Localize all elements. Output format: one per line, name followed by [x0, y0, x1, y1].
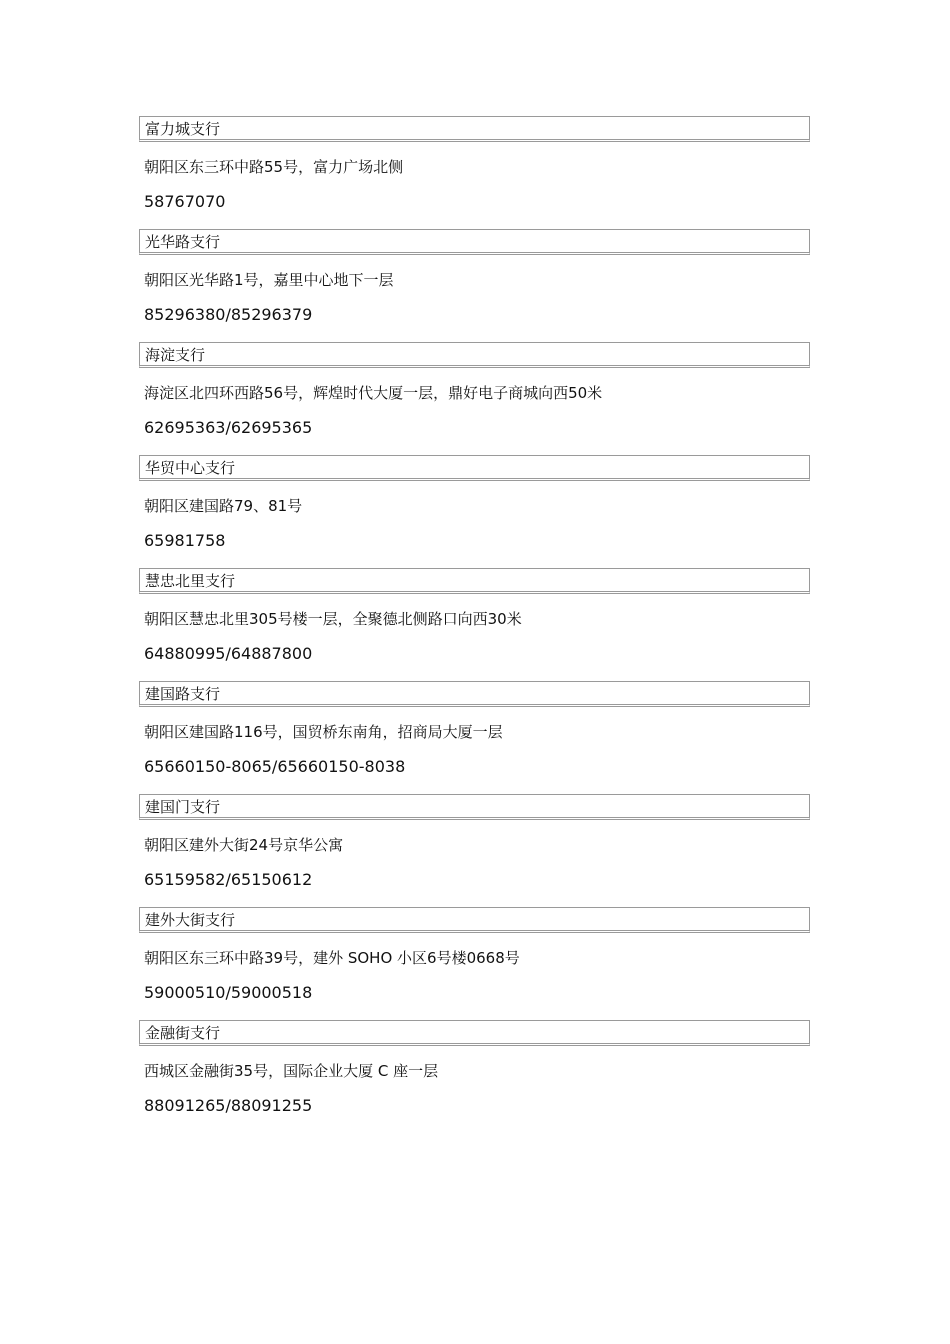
branch-phone: 65981758	[144, 531, 226, 550]
branch-name: 建国门支行	[139, 794, 810, 820]
branch-phone: 58767070	[144, 192, 226, 211]
branch-phone: 59000510/59000518	[144, 983, 313, 1002]
branch-entry	[139, 342, 810, 455]
branch-address: 朝阳区光华路1号，嘉里中心地下一层	[144, 271, 394, 289]
branch-name: 海淀支行	[139, 342, 810, 368]
branch-address: 朝阳区建国路116号，国贸桥东南角，招商局大厦一层	[144, 723, 503, 741]
branch-address: 朝阳区东三环中路55号，富力广场北侧	[144, 158, 404, 176]
branch-address: 朝阳区东三环中路39号，建外 SOHO 小区6号楼0668号	[144, 949, 520, 967]
branch-entry	[139, 794, 810, 907]
branch-phone: 64880995/64887800	[144, 644, 313, 663]
branch-address: 海淀区北四环西路56号，辉煌时代大厦一层，鼎好电子商城向西50米	[144, 384, 603, 402]
branch-list	[139, 116, 810, 1133]
branch-address: 西城区金融街35号，国际企业大厦 C 座一层	[144, 1062, 439, 1080]
branch-entry	[139, 455, 810, 568]
branch-entry	[139, 907, 810, 1020]
branch-phone: 65159582/65150612	[144, 870, 313, 889]
branch-address: 朝阳区建外大街24号京华公寓	[144, 836, 344, 854]
branch-phone: 88091265/88091255	[144, 1096, 313, 1115]
branch-entry	[139, 568, 810, 681]
branch-phone: 85296380/85296379	[144, 305, 313, 324]
branch-name: 建国路支行	[139, 681, 810, 707]
branch-name: 建外大街支行	[139, 907, 810, 933]
branch-name: 光华路支行	[139, 229, 810, 255]
branch-name: 华贸中心支行	[139, 455, 810, 481]
branch-entry	[139, 229, 810, 342]
branch-address: 朝阳区建国路79、81号	[144, 497, 303, 515]
branch-name: 慧忠北里支行	[139, 568, 810, 594]
branch-phone: 65660150-8065/65660150-8038	[144, 757, 406, 776]
branch-entry	[139, 116, 810, 229]
branch-name: 金融街支行	[139, 1020, 810, 1046]
branch-address: 朝阳区慧忠北里305号楼一层，全聚德北侧路口向西30米	[144, 610, 522, 628]
branch-phone: 62695363/62695365	[144, 418, 313, 437]
branch-entry	[139, 1020, 810, 1133]
branch-entry	[139, 681, 810, 794]
branch-name: 富力城支行	[139, 116, 810, 142]
